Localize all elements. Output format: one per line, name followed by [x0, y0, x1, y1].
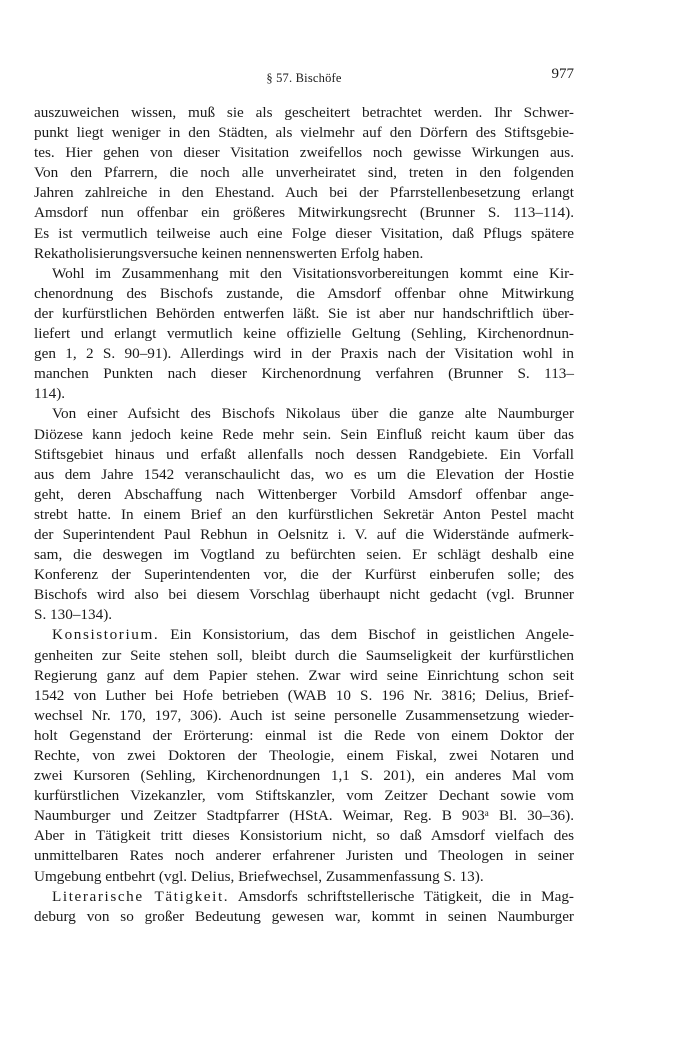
text-line: 114).: [34, 385, 66, 403]
text-line: Es ist vermutlich teilweise auch eine Folge dieser Visitation, daß Pflugs spätere: [34, 224, 574, 242]
text-line: Bischofs wird also bei diesem Vorschlag überhaupt nicht gedacht (vgl. Brunner: [34, 586, 574, 604]
text-line: holt Gegenstand der Erörterung: einmal ist die Rede von einem Doktor der: [34, 726, 574, 744]
text-line: Diözese kann jedoch keine Rede mehr sein. Sein Einfluß reicht kaum über das: [34, 425, 574, 443]
section-heading: Konsistorium.: [52, 626, 160, 644]
text-line: [34, 887, 574, 907]
text-line: der Superintendent Paul Rebhun in Oelsnitz i. V. auf die Widerstände aufmerk-: [34, 525, 574, 543]
text-line: zwei Kursoren (Sehling, Kirchenordnungen 1,1 S. 201), ein anderes Mal vom: [34, 767, 574, 785]
text-line: Wohl im Zusammenhang mit den Visitationsvorbereitungen kommt eine Kir-: [52, 264, 574, 282]
text-line: punkt liegt weniger in den Städten, als vielmehr auf den Dörfern des Stiftsgebie-: [34, 124, 574, 142]
body-text: [34, 103, 574, 927]
text-line: Aber in Tätigkeit tritt dieses Konsistorium nicht, so daß Amsdorf vielfach des: [34, 827, 574, 845]
text-line: wechsel Nr. 170, 197, 306). Auch ist seine personelle Zusammensetzung wieder-: [34, 706, 574, 724]
text-line: Rekatholisierungsversuche keinen nennenswerten Erfolg haben.: [34, 244, 424, 262]
text-run: Ein Konsistorium, das dem Bischof in geistlichen Angele-: [159, 626, 574, 644]
text-line: Rechte, von zwei Doktoren der Theologie, einem Fiskal, zwei Notaren und: [34, 747, 574, 764]
text-line: Stiftsgebiet hinaus und erfaßt allenfalls noch dessen Randgebiete. Ein Vorfall: [34, 445, 574, 463]
text-line: deburg von so großer Bedeutung gewesen war, kommt in seinen Naumburger: [34, 907, 574, 925]
text-line: manchen Punkten nach dieser Kirchenordnung verfahren (Brunner S. 113–: [34, 365, 574, 383]
text-line: kurfürstlichen Vizekanzler, vom Stiftskanzler, vom Zeitzer Dechant sowie vom: [34, 787, 574, 805]
section-heading: Literarische Tätigkeit.: [52, 887, 230, 905]
text-line: S. 130–134).: [34, 606, 113, 624]
text-line: aus dem Jahre 1542 veranschaulicht das, wo es um die Elevation der Hostie: [34, 465, 574, 483]
paragraph-1: [34, 103, 574, 264]
running-head: [34, 66, 574, 88]
text-line: genheiten zur Seite stehen soll, bleibt durch die Saumseligkeit der kurfürstlichen: [34, 646, 574, 664]
text-line: Regierung ganz auf dem Papier stehen. Zwar wird seine Einrichtung schon seit: [34, 666, 574, 684]
text-line: Jahren zahlreiche in den Ehestand. Auch bei der Pfarrstellenbesetzung erlangt: [34, 184, 574, 202]
text-line: [34, 625, 574, 645]
paragraph-literarische-taetigkeit: [34, 887, 574, 927]
text-line: Von den Pfarrern, die noch alle unverheiratet sind, treten in den folgenden: [34, 164, 574, 182]
paragraph-2: [34, 264, 574, 405]
text-line: tes. Hier gehen von dieser Visitation zweifellos noch gewisse Wirkungen aus.: [34, 144, 574, 162]
text-line: der kurfürstlichen Behörden entwerfen läßt. Sie ist aber nur handschriftlich über-: [34, 304, 574, 322]
paragraph-3: [34, 404, 574, 625]
page-number: 977: [551, 66, 574, 82]
paragraph-konsistorium: [34, 625, 574, 886]
text-line: Naumburger und Zeitzer Stadtpfarrer (HStA. Weimar, Reg. B 903ᵃ Bl. 30–36).: [34, 807, 574, 825]
text-line: Amsdorf nun offenbar ein größeres Mitwirkungsrecht (Brunner S. 113–114).: [34, 204, 574, 222]
running-title: § 57. Bischöfe: [266, 71, 342, 85]
text-run: Amsdorfs schriftstellerische Tätigkeit, die in Mag-: [229, 887, 574, 905]
text-line: geht, deren Abschaffung nach Wittenberger Vorbild Amsdorf offenbar ange-: [34, 485, 574, 503]
text-line: unmittelbaren Rates noch anderer erfahrener Juristen und Theologen in seiner: [34, 847, 574, 865]
text-line: gen 1, 2 S. 90–91). Allerdings wird in der Praxis nach der Visitation wohl in: [34, 345, 574, 363]
text-line: liefert und erlangt vermutlich keine offizielle Geltung (Sehling, Kirchenordnun-: [34, 325, 574, 343]
text-line: Von einer Aufsicht des Bischofs Nikolaus über die ganze alte Naumburger: [52, 405, 574, 423]
text-line: chenordnung des Bischofs zustande, die Amsdorf offenbar ohne Mitwirkung: [34, 284, 574, 302]
text-line: Umgebung entbehrt (vgl. Delius, Briefwechsel, Zusammenfassung S. 13).: [34, 867, 484, 885]
text-line: Konferenz der Superintendenten vor, die der Kurfürst einberufen solle; des: [34, 566, 574, 584]
text-line: auszuweichen wissen, muß sie als gescheitert betrachtet werden. Ihr Schwer-: [34, 104, 574, 121]
text-line: 1542 von Luther bei Hofe betrieben (WAB 10 S. 196 Nr. 3816; Delius, Brief-: [34, 686, 574, 704]
text-line: strebt hatte. In einem Brief an den kurfürstlichen Sekretär Anton Pestel macht: [34, 505, 574, 523]
text-line: sam, die deswegen im Vogtland zu befürchten seien. Er schlägt deshalb eine: [34, 546, 574, 564]
